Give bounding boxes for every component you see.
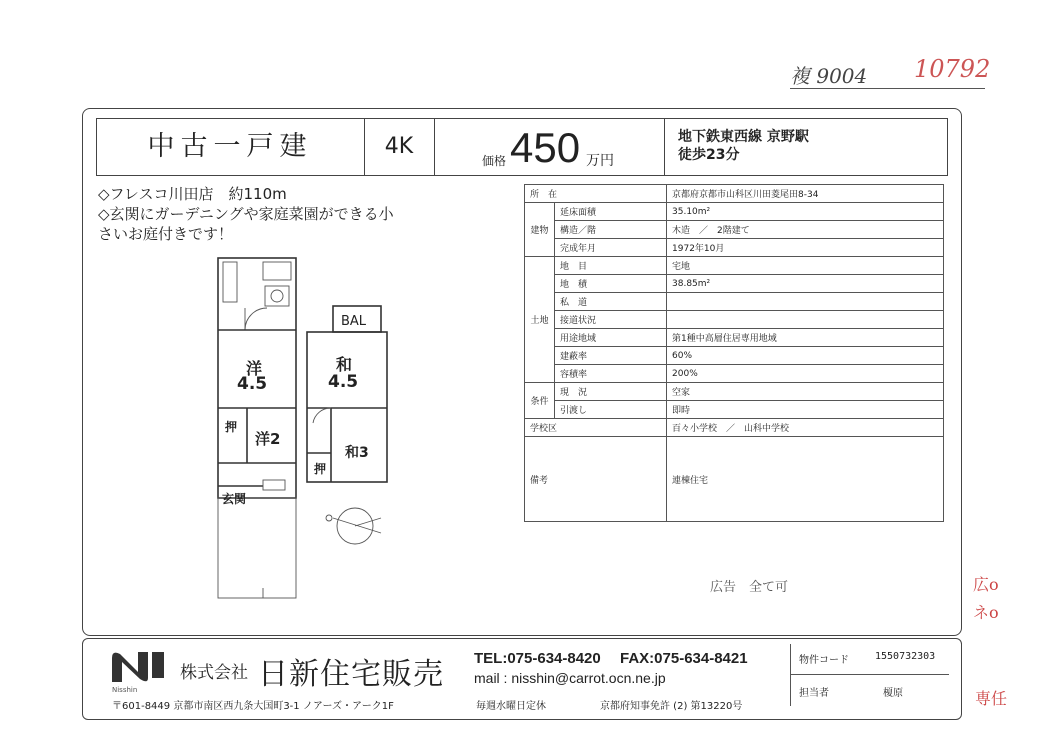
coverage-label: 建蔽率 (555, 347, 667, 365)
land-group: 土地 (525, 257, 555, 383)
fp-closet-1: 押 (225, 420, 238, 434)
status-label: 現 況 (555, 383, 667, 401)
station-walk: 徒歩23分 (678, 147, 740, 163)
school-value: 百々小学校 ／ 山科中学校 (667, 419, 944, 437)
company-prefix: 株式会社 (180, 663, 248, 683)
description-line-3: さいお庭付きです！ (98, 225, 234, 243)
fp-bal: BAL (341, 314, 367, 329)
company-mail: mail : nisshin@carrot.ocn.ne.jp (474, 670, 666, 686)
land-area-label: 地 積 (555, 275, 667, 293)
annotation-bottom: 広告 全て可 (710, 580, 789, 595)
private-road-label: 私 道 (555, 293, 667, 311)
built-value: 1972年10月 (667, 239, 944, 257)
building-group: 建物 (525, 203, 555, 257)
annotation-side-3: 専任 (975, 689, 1008, 708)
zoning-label: 用途地域 (555, 329, 667, 347)
structure-value: 木造 ／ 2階建て (667, 221, 944, 239)
staff-label: 担当者 (799, 688, 829, 699)
logo-caption: Nisshin (112, 686, 138, 694)
address-label: 所 在 (525, 185, 667, 203)
description (98, 184, 518, 244)
company-logo (108, 648, 168, 688)
property-code-box (790, 644, 949, 706)
structure-label: 構造／階 (555, 221, 667, 239)
fp-room1-type: 洋 (246, 359, 263, 378)
road-access-value (667, 311, 944, 329)
floor-area-label: 延床面積 (555, 203, 667, 221)
land-area-value: 38.85m² (667, 275, 944, 293)
fp-closet-2: 押 (314, 462, 327, 476)
category-label: 地 目 (555, 257, 667, 275)
company-holiday: 毎週水曜日定休 (476, 701, 546, 712)
private-road-value (667, 293, 944, 311)
company-fax: FAX:075-634-8421 (620, 650, 748, 667)
remarks-label: 備考 (525, 437, 667, 522)
built-label: 完成年月 (555, 239, 667, 257)
price-unit: 万円 (586, 153, 614, 169)
fp-room2-type: 和 (336, 355, 353, 374)
fp-room3: 洋2 (255, 430, 281, 448)
property-code-label: 物件コード (799, 655, 849, 666)
fp-entrance: 玄関 (222, 492, 247, 506)
annotation-side-2: ネo (973, 603, 999, 622)
remarks-value: 連棟住宅 (667, 437, 944, 522)
handover-value: 即時 (667, 401, 944, 419)
description-line-1: ◇フレスコ川田店 約110m (98, 185, 287, 203)
price-value: 450 (510, 124, 581, 171)
price-label: 価格 (482, 154, 507, 168)
annotation-side-1: 広o (973, 575, 999, 594)
category-value: 宅地 (667, 257, 944, 275)
annotation-code: 複 9004 (790, 64, 868, 88)
price-block (434, 118, 665, 176)
floor-area-value: 35.10m² (667, 203, 944, 221)
status-value: 空家 (667, 383, 944, 401)
logo-mark-icon (108, 648, 168, 684)
company-address: 〒601-8449 京都市南区西九条大国町3-1 ノアーズ・アーク1F (112, 701, 394, 712)
property-layout: 4K (364, 118, 435, 176)
company-tel: TEL:075-634-8420 (474, 650, 601, 667)
station-info (678, 128, 809, 164)
annotation-underline (790, 88, 985, 89)
far-label: 容積率 (555, 365, 667, 383)
school-label: 学校区 (525, 419, 667, 437)
fp-room2-size: 4.5 (328, 372, 359, 392)
annotation-number: 10792 (914, 55, 991, 83)
property-type: 中古一戸建 (96, 118, 365, 176)
handover-label: 引渡し (555, 401, 667, 419)
code-divider (791, 674, 949, 675)
fp-room1-size: 4.5 (237, 374, 268, 394)
road-access-label: 接道状況 (555, 311, 667, 329)
company-name: 日新住宅販売 (258, 657, 444, 692)
zoning-value: 第1種中高層住居専用地域 (667, 329, 944, 347)
property-code-value: 1550732303 (875, 651, 936, 662)
description-line-2: ◇玄関にガーデニングや家庭菜園ができる小 (98, 205, 394, 223)
address-value: 京都府京都市山科区川田菱尾田8-34 (667, 185, 944, 203)
staff-value: 榎原 (883, 688, 903, 699)
conditions-group: 条件 (525, 383, 555, 419)
coverage-value: 60% (667, 347, 944, 365)
station-line: 地下鉄東西線 京野駅 (678, 129, 809, 145)
far-value: 200% (667, 365, 944, 383)
company-license: 京都府知事免許 (2) 第13220号 (600, 701, 743, 712)
fp-room4: 和3 (345, 445, 369, 461)
spec-table (524, 184, 944, 522)
